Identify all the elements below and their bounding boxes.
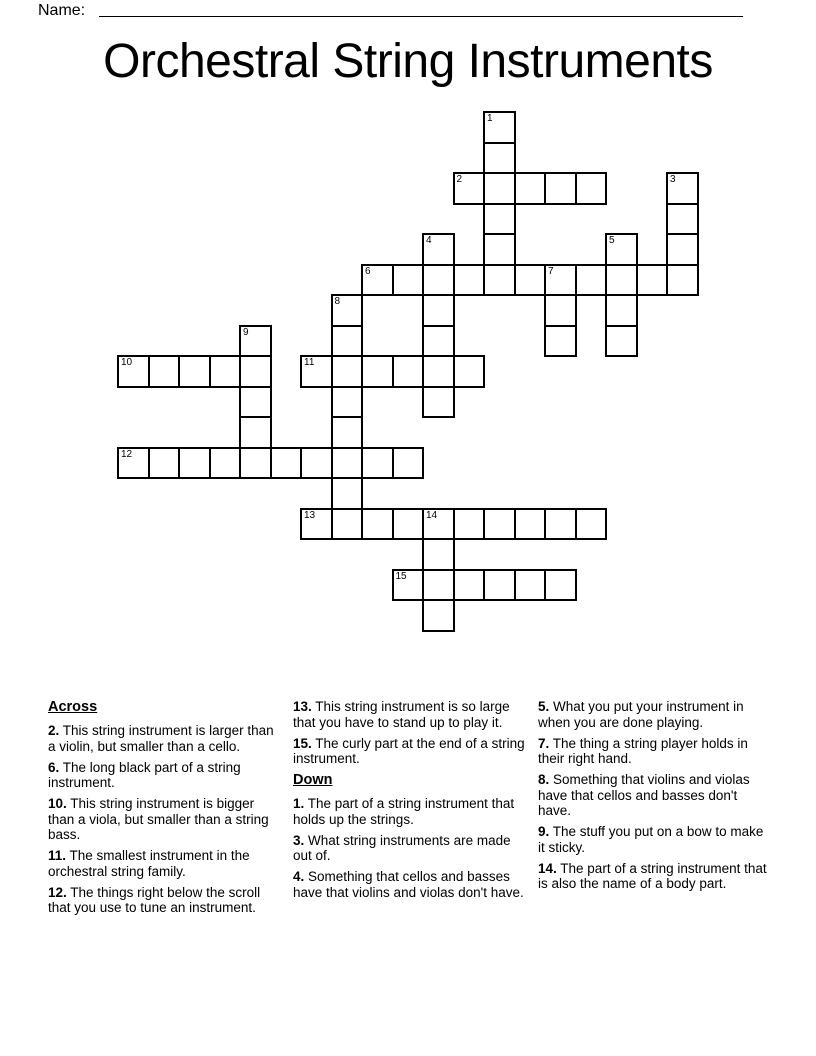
- grid-cell[interactable]: [453, 355, 486, 388]
- grid-cell[interactable]: [361, 355, 394, 388]
- cell-number: 12: [121, 448, 133, 460]
- grid-cell[interactable]: [117, 447, 150, 480]
- clue-item-down-4: 4. Something that cellos and basses have that violins and violas don't have.: [293, 869, 524, 900]
- cell-number: 10: [121, 357, 133, 368]
- grid-cell[interactable]: [239, 416, 272, 449]
- cell-number: 15: [395, 570, 407, 582]
- grid-cell[interactable]: [331, 508, 364, 541]
- cell-number: 13: [304, 509, 316, 521]
- cell-number: 3: [670, 174, 676, 185]
- clue-number: 14.: [538, 860, 557, 876]
- grid-cell[interactable]: [392, 508, 425, 541]
- grid-cell[interactable]: [514, 172, 547, 205]
- clue-column: [293, 699, 527, 921]
- grid-cell[interactable]: [239, 447, 272, 480]
- grid-cell[interactable]: [544, 508, 577, 541]
- clue-item-down-5: 5. What you put your instrument in when you are done playing.: [538, 699, 744, 730]
- cell-number: 14: [426, 509, 438, 521]
- clue-column: [48, 699, 282, 921]
- clues-down-header: Down: [293, 772, 333, 788]
- clue-number: 11.: [48, 848, 67, 863]
- grid-cell[interactable]: [544, 264, 577, 297]
- cell-number: 5: [609, 235, 615, 246]
- cell-number: 8: [334, 296, 341, 307]
- grid-cell[interactable]: [575, 172, 608, 205]
- grid-cell[interactable]: [392, 447, 425, 480]
- grid-cell[interactable]: [605, 233, 638, 266]
- clue-item-down-14: 14. The part of a string instrument that is also the name of a body part.: [538, 860, 767, 891]
- grid-cell[interactable]: [483, 142, 516, 175]
- grid-cell[interactable]: [483, 508, 516, 541]
- clue-number: 3.: [293, 832, 305, 848]
- grid-cell[interactable]: [361, 447, 394, 480]
- grid-cell[interactable]: [636, 264, 669, 297]
- grid-cell[interactable]: [422, 508, 455, 541]
- grid-cell[interactable]: [209, 355, 242, 388]
- grid-cell[interactable]: [422, 599, 455, 632]
- clue-item-down-1: 1. The part of a string instrument that holds up the strings.: [293, 796, 515, 827]
- clue-item-down-3: 3. What string instruments are made out of.: [293, 832, 511, 863]
- clue-number: 13.: [293, 699, 312, 714]
- grid-cell[interactable]: [178, 447, 211, 480]
- grid-cell[interactable]: [392, 569, 425, 602]
- clue-item-down-7: 7. The thing a string player holds in their right hand.: [538, 735, 748, 766]
- clue-number: 15.: [293, 735, 312, 751]
- clue-number: 8.: [538, 772, 550, 787]
- grid-cell[interactable]: [666, 264, 699, 297]
- grid-cell[interactable]: [331, 325, 364, 358]
- grid-cell[interactable]: [575, 264, 608, 297]
- clue-number: 12.: [48, 884, 67, 900]
- cell-number: 11: [304, 357, 315, 368]
- grid-cell[interactable]: [331, 416, 364, 449]
- grid-cell[interactable]: [483, 569, 516, 602]
- clue-number: 4.: [293, 869, 305, 884]
- clues-section: [48, 699, 772, 921]
- clue-number: 7.: [538, 735, 550, 751]
- name-line: [99, 16, 743, 17]
- clue-item-across-13: 13. This string instrument is so large that you have to stand up to play it.: [293, 699, 510, 730]
- grid-cell[interactable]: [544, 294, 577, 327]
- clue-item-across-6: 6. The long black part of a string instrument.: [48, 759, 241, 790]
- cell-number: 2: [456, 174, 463, 185]
- grid-cell[interactable]: [453, 264, 486, 297]
- grid-cell[interactable]: [331, 355, 364, 388]
- clue-item-down-9: 9. The stuff you put on a bow to make it sticky.: [538, 824, 764, 855]
- grid-cell[interactable]: [605, 325, 638, 358]
- grid-cell[interactable]: [453, 508, 486, 541]
- grid-cell[interactable]: [422, 294, 455, 327]
- clue-column: [538, 699, 772, 921]
- clue-item-across-15: 15. The curly part at the end of a string instrument.: [293, 735, 525, 766]
- cell-number: 1: [487, 113, 493, 124]
- clue-number: 2.: [48, 723, 60, 738]
- grid-cell[interactable]: [483, 233, 516, 266]
- grid-cell[interactable]: [666, 233, 699, 266]
- clue-number: 5.: [538, 699, 550, 714]
- grid-cell[interactable]: [483, 111, 516, 144]
- clues-across-header: Across: [48, 699, 98, 715]
- cell-number: 6: [365, 265, 371, 277]
- grid-cell[interactable]: [178, 355, 211, 388]
- grid-cell[interactable]: [422, 233, 455, 266]
- clue-item-across-12: 12. The things right below the scroll that you use to tune an instrument.: [48, 884, 261, 915]
- grid-cell[interactable]: [392, 355, 425, 388]
- grid-cell[interactable]: [422, 569, 455, 602]
- grid-cell[interactable]: [392, 264, 425, 297]
- grid-cell[interactable]: [453, 172, 486, 205]
- grid-cell[interactable]: [666, 172, 699, 205]
- grid-cell[interactable]: [666, 203, 699, 236]
- grid-cell[interactable]: [300, 355, 333, 388]
- grid-cell[interactable]: [331, 386, 364, 419]
- grid-cell[interactable]: [422, 386, 455, 419]
- grid-cell[interactable]: [453, 569, 486, 602]
- grid-cell[interactable]: [331, 294, 364, 327]
- grid-cell[interactable]: [544, 569, 577, 602]
- grid-cell[interactable]: [514, 264, 547, 297]
- grid-cell[interactable]: [422, 264, 455, 297]
- clue-number: 9.: [538, 824, 550, 839]
- grid-cell[interactable]: [331, 447, 364, 480]
- grid-cell[interactable]: [483, 264, 516, 297]
- grid-cell[interactable]: [514, 569, 547, 602]
- clue-number: 6.: [48, 759, 60, 775]
- grid-cell[interactable]: [361, 264, 394, 297]
- grid-cell[interactable]: [422, 325, 455, 358]
- grid-cell[interactable]: [117, 355, 150, 388]
- grid-cell[interactable]: [361, 508, 394, 541]
- cell-number: 7: [548, 265, 554, 277]
- clue-item-across-2: 2. This string instrument is larger than a violin, but smaller than a cello.: [48, 723, 274, 754]
- grid-cell[interactable]: [483, 172, 516, 205]
- grid-cell[interactable]: [300, 508, 333, 541]
- grid-cell[interactable]: [239, 386, 272, 419]
- clue-number: 10.: [48, 796, 67, 811]
- grid-cell[interactable]: [239, 325, 272, 358]
- grid-cell[interactable]: [422, 355, 455, 388]
- grid-cell[interactable]: [209, 447, 242, 480]
- grid-cell[interactable]: [514, 508, 547, 541]
- cell-number: 9: [243, 326, 249, 338]
- cell-number: 4: [426, 235, 432, 246]
- grid-cell[interactable]: [148, 355, 181, 388]
- grid-cell[interactable]: [300, 447, 333, 480]
- grid-cell[interactable]: [483, 203, 516, 236]
- clue-item-across-11: 11. The smallest instrument in the orchestral string family.: [48, 848, 250, 879]
- clue-number: 1.: [293, 796, 305, 811]
- grid-cell[interactable]: [605, 294, 638, 327]
- grid-cell[interactable]: [575, 508, 608, 541]
- grid-cell[interactable]: [239, 355, 272, 388]
- name-label: Name:: [38, 2, 86, 19]
- grid-cell[interactable]: [422, 538, 455, 571]
- grid-cell[interactable]: [605, 264, 638, 297]
- grid-cell[interactable]: [331, 477, 364, 510]
- grid-cell[interactable]: [544, 172, 577, 205]
- clue-item-across-10: 10. This string instrument is bigger than a viola, but smaller than a string bass.: [48, 796, 269, 842]
- page-title: Orchestral String Instruments: [103, 35, 713, 88]
- clue-item-down-8: 8. Something that violins and violas have that cellos and basses don't have.: [538, 772, 750, 818]
- grid-cell[interactable]: [270, 447, 303, 480]
- grid-cell[interactable]: [148, 447, 181, 480]
- grid-cell[interactable]: [544, 325, 577, 358]
